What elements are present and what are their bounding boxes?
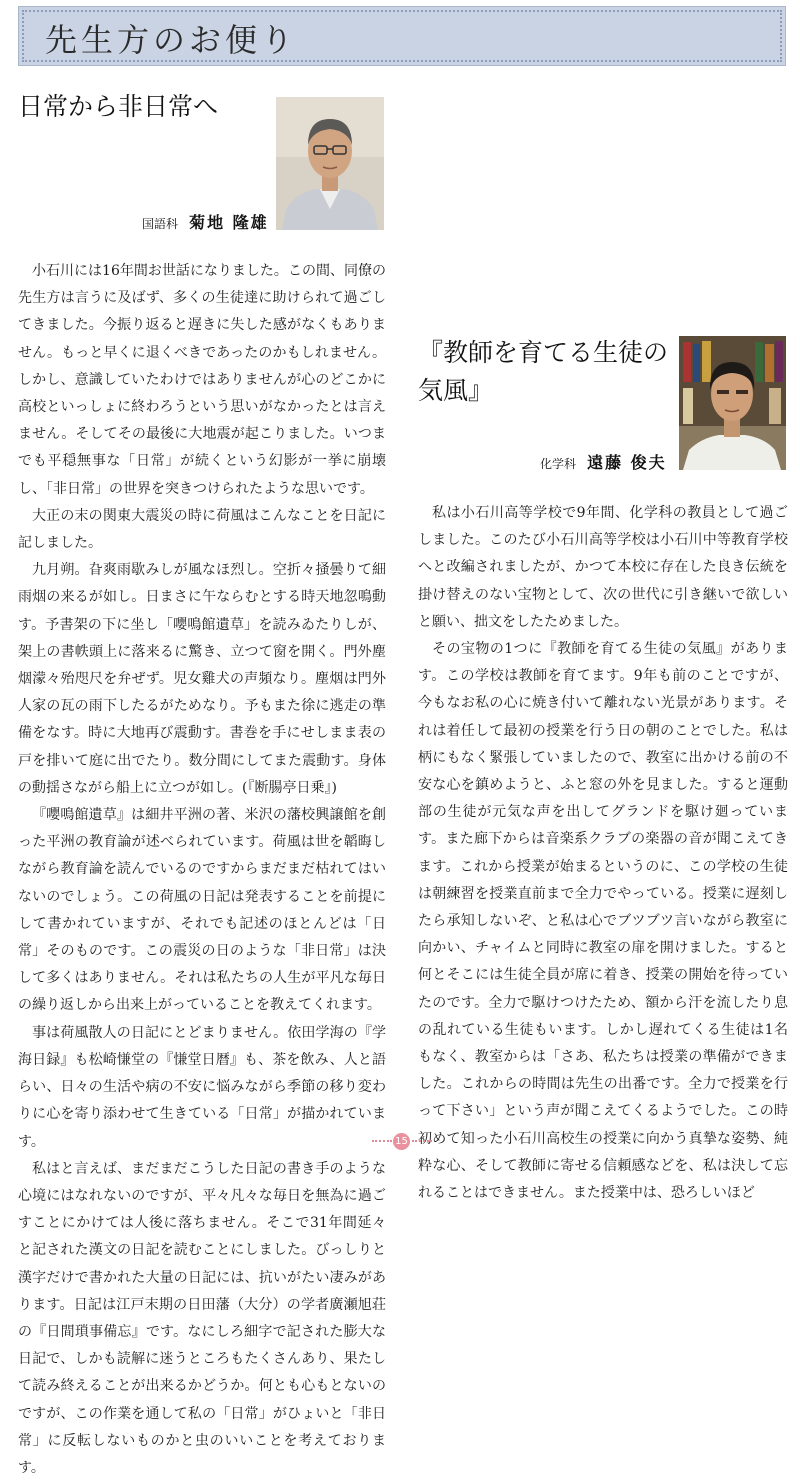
article2-department: 化学科 xyxy=(540,457,577,471)
paragraph: 小石川には16年間お世話になりました。この間、同僚の先生方は言うに及ばず、多くの生徒達に助けられて過ごしてきました。今振り返ると遅きに失した感がなくもありません。もっと早くに退くべきであったのかもしれません。しかし、意識していたわけではありませんが心のどこかに高校といっしょに終わろうという思いがなかったとは言えません。そしてその最後に大地震が起こりました。いつまでも平穏無事な「日常」が続くという幻影が一挙に崩壊し、「非日常」の世界を突きつけられたような思いです。 xyxy=(18,263,386,497)
article2-title-line1: 『教師を育てる生徒の xyxy=(418,338,669,367)
author2-photo xyxy=(679,336,786,470)
paragraph: その宝物の1つに『教師を育てる生徒の気風』があります。この学校は教師を育てます。9年も前のことですが、今もなお私の心に焼き付いて離れない光景があります。それは着任して最初の授業を行う日の朝のことでした。私は柄にもなく緊張していましたので、教室に出かける前の不安な心を鎮めようと、ふと窓の外を見ました。すると運動部の生徒が元気な声を出してグランドを駆け廻っています。また廊下からは音楽系クラブの楽器の音が聞こえてきます。これから授業が始まるというのに、この学校の生徒は朝練習を授業直前まで全力でやっている。授業に遅刻したら承知しないぞ、と私は心でブツブツ言いながら教室に向かい、チャイムと同時に教室の扉を開けました。すると何とそこには生徒全員が席に着き、授業の開始を待っていたのです。全力で駆けつけたため、額から汗を流したり息の乱れている生徒もいます。しかし遅れてくる生徒は1名もなく、教室からは「さあ、私たちは授業の準備ができました。これからの時間は先生の出番です。全力で授業を行って下さい」という声が聞こえてくるようでした。この時初めて知った小石川高校生の授業に向かう真摯な姿勢、純粋な心、そして教師に寄せる信頼感などを、私は決して忘れることはできません。また授業中は、恐ろしいほど xyxy=(418,641,788,1202)
article2-byline xyxy=(540,450,667,473)
article1-body xyxy=(18,258,386,1482)
paragraph: 大正の末の関東大震災の時に荷風はこんなことを日記に記しました。 xyxy=(18,507,386,552)
paragraph: 九月朔。旮爽雨歇みしが風なほ烈し。空折々掻曇りて細雨烟の来るが如し。日まさに午ならむとする時天地忽鳴動す。予書架の下に坐し「嚶鳴館遺草」を読みゐたりしが、架上の書帙頭上に落来るに驚き、立つて窗を開く。門外塵烟濛々殆咫尺を弁ぜず。児女雞犬の声頻なり。塵烟は門外人家の瓦の雨下したるがためなり。予もまた徐に逃走の準備をなす。時に大地再び震動す。書巻を手にせしまま表の戸を排いて庭に出でたり。数分間にしてまた震動す。身体の動揺さながら船上に立つが如し。(『断腸亭日乗』) xyxy=(18,562,386,796)
section-banner xyxy=(18,6,786,66)
page-number-dots-right xyxy=(412,1140,432,1142)
article2-author: 遠藤 俊夫 xyxy=(587,453,667,472)
page-number xyxy=(372,1133,432,1151)
paragraph: 『嚶鳴館遺草』は細井平洲の著、米沢の藩校興譲館を創った平洲の教育論が述べられています。荷風は世を韜晦しながら教育論を読んでいるのですからまだまだ枯れてはいないのでしょう。この荷風の日記は発表することを前提にして書かれていますが、それでも記述のほとんどは「日常」そのものです。この震災の日のような「非日常」は決して多くはありません。それは私たちの人生が平凡な毎日の繰り返しから出来上がっていることを教えてくれます。 xyxy=(18,807,386,1014)
article2-title xyxy=(418,334,668,410)
page-number-circle: 15 xyxy=(393,1133,410,1150)
article1-title: 日常から非日常へ xyxy=(18,92,219,121)
paragraph: 私は小石川高等学校で9年間、化学科の教員として過ごしました。このたび小石川高等学校は小石川中等教育学校へと改編されましたが、かつて本校に存在した良き伝統を掛け替えのない宝物として、次の世代に引き継いで欲しいと願い、拙文をしたためました。 xyxy=(418,505,788,630)
page-number-dots-left xyxy=(372,1140,392,1142)
paragraph: 私はと言えば、まだまだこうした日記の書き手のような心境にはなれないのですが、平々凡々な毎日を無為に過ごすことにかけては人後に落ちません。そこで31年間延々と記された漢文の日記を読むことにしました。びっしりと漢字だけで書かれた大量の日記には、抗いがたい凄みがあります。日記は江戸末期の日田藩（大分）の学者廣瀬旭荘の『日間瑣事備忘』です。なにしろ細字で記された膨大な日記で、しかも読解に迷うところもたくさんあり、果たして読み終えることが出来るかどうか。何とも心もとないのですが、この作業を通して私の「日常」がひょいと「非日常」に反転しないものかと虫のいいことを考えております。 xyxy=(18,1160,386,1476)
paragraph: 事は荷風散人の日記にとどまりません。依田学海の『学海日録』も松崎慊堂の『慊堂日暦』も、茶を飲み、人と語らい、日々の生活や病の不安に悩みながら季節の移り変わりに心を寄り添わせて生きている「日常」が描かれています。 xyxy=(18,1024,386,1150)
article1-department: 国語科 xyxy=(142,217,179,231)
article2-title-line2: 気風』 xyxy=(418,376,494,405)
banner-title: 先生方のお便り xyxy=(45,21,298,59)
article2-body xyxy=(418,500,788,1207)
article1-byline xyxy=(142,210,269,233)
article1-author: 菊地 隆雄 xyxy=(189,213,269,232)
author1-photo xyxy=(276,97,384,230)
